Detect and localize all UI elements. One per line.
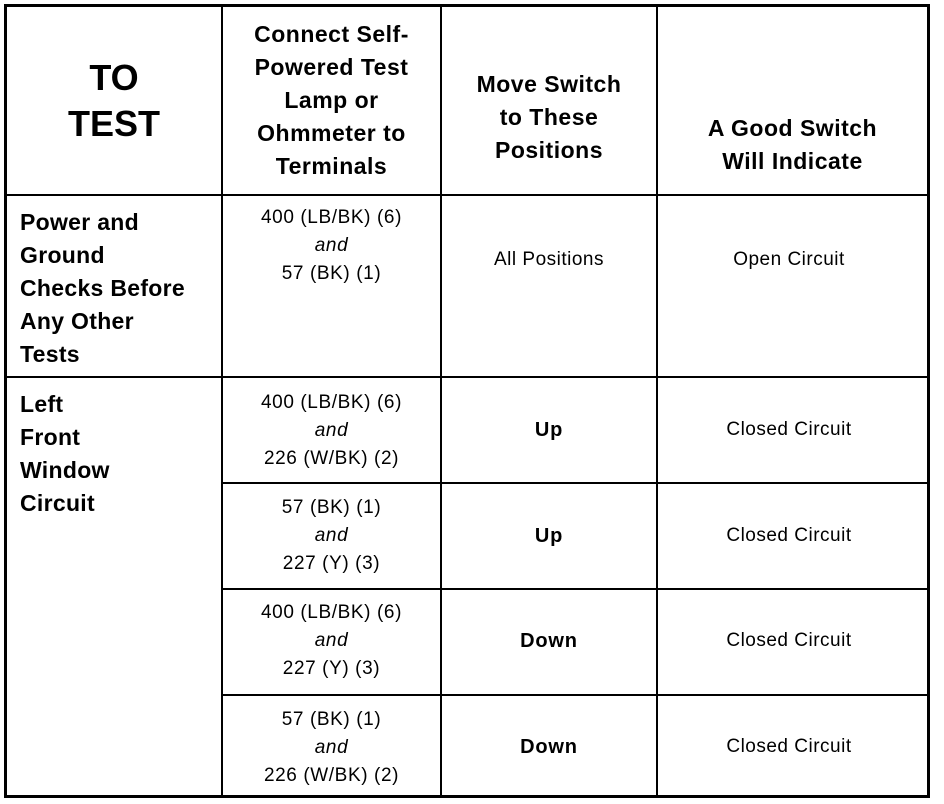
terminal-a: 400 (LB/BK) (6) xyxy=(261,392,402,413)
terminal-b: 227 (Y) (3) xyxy=(282,658,381,679)
terminal-b: 57 (BK) (1) xyxy=(281,263,382,284)
position-cell: Up xyxy=(534,524,564,547)
header-text: Connect Self- xyxy=(254,21,409,47)
row-label-line: Any Other xyxy=(20,308,134,334)
terminal-a: 400 (LB/BK) (6) xyxy=(261,207,402,228)
indication-cell: Closed Circuit xyxy=(726,630,852,651)
indication-cell: Closed Circuit xyxy=(726,736,852,757)
terminal-a: 57 (BK) (1) xyxy=(281,709,382,730)
row-divider xyxy=(221,482,930,484)
header-connect xyxy=(223,7,440,194)
terminal-conjunction: and xyxy=(314,737,349,758)
row-label-line: Left xyxy=(20,391,64,417)
header-text: Will Indicate xyxy=(722,148,863,174)
position-cell: Down xyxy=(520,735,578,758)
header-text: A Good Switch xyxy=(707,115,878,141)
terminal-conjunction: and xyxy=(314,630,349,651)
row-label-power-ground xyxy=(20,206,185,371)
row-label-line: Checks Before xyxy=(20,275,185,301)
terminal-cell xyxy=(223,493,440,579)
position-cell: Up xyxy=(534,418,564,441)
header-text: TO xyxy=(89,56,139,98)
terminal-conjunction: and xyxy=(314,420,349,441)
row-label-left-front-window xyxy=(20,388,110,520)
header-text: Positions xyxy=(494,137,603,163)
terminal-conjunction: and xyxy=(314,525,349,546)
header-text: Powered Test xyxy=(254,54,409,80)
terminal-conjunction: and xyxy=(314,235,349,256)
indication-cell: Open Circuit xyxy=(733,249,845,270)
terminal-cell xyxy=(223,705,440,791)
terminal-b: 227 (Y) (3) xyxy=(282,553,381,574)
header-text: to These xyxy=(499,104,599,130)
header-text: Move Switch xyxy=(476,71,622,97)
indication-cell: Closed Circuit xyxy=(726,419,852,440)
row-label-line: Window xyxy=(20,457,110,483)
header-text: TEST xyxy=(67,102,160,144)
terminal-b: 226 (W/BK) (2) xyxy=(263,765,400,786)
position-cell: Down xyxy=(520,629,578,652)
header-text: Lamp or xyxy=(284,87,379,113)
row-label-line: Circuit xyxy=(20,490,95,516)
terminal-a: 400 (LB/BK) (6) xyxy=(261,602,402,623)
header-text: Terminals xyxy=(275,153,388,179)
terminal-cell xyxy=(223,388,440,474)
row-divider xyxy=(221,694,930,696)
row-divider xyxy=(4,376,930,378)
header-move-switch xyxy=(442,24,656,211)
header-good-switch xyxy=(658,40,927,227)
position-cell: All Positions xyxy=(494,249,604,270)
row-label-line: Ground xyxy=(20,242,105,268)
terminal-cell xyxy=(223,598,440,684)
header-text: Ohmmeter to xyxy=(257,120,406,146)
row-label-line: Front xyxy=(20,424,81,450)
terminal-b: 226 (W/BK) (2) xyxy=(263,448,400,469)
terminal-a: 57 (BK) (1) xyxy=(281,497,382,518)
row-label-line: Power and xyxy=(20,209,140,235)
indication-cell: Closed Circuit xyxy=(726,525,852,546)
header-to-test xyxy=(7,7,221,194)
row-divider xyxy=(221,588,930,590)
terminal-cell xyxy=(223,203,440,289)
row-label-line: Tests xyxy=(20,341,80,367)
